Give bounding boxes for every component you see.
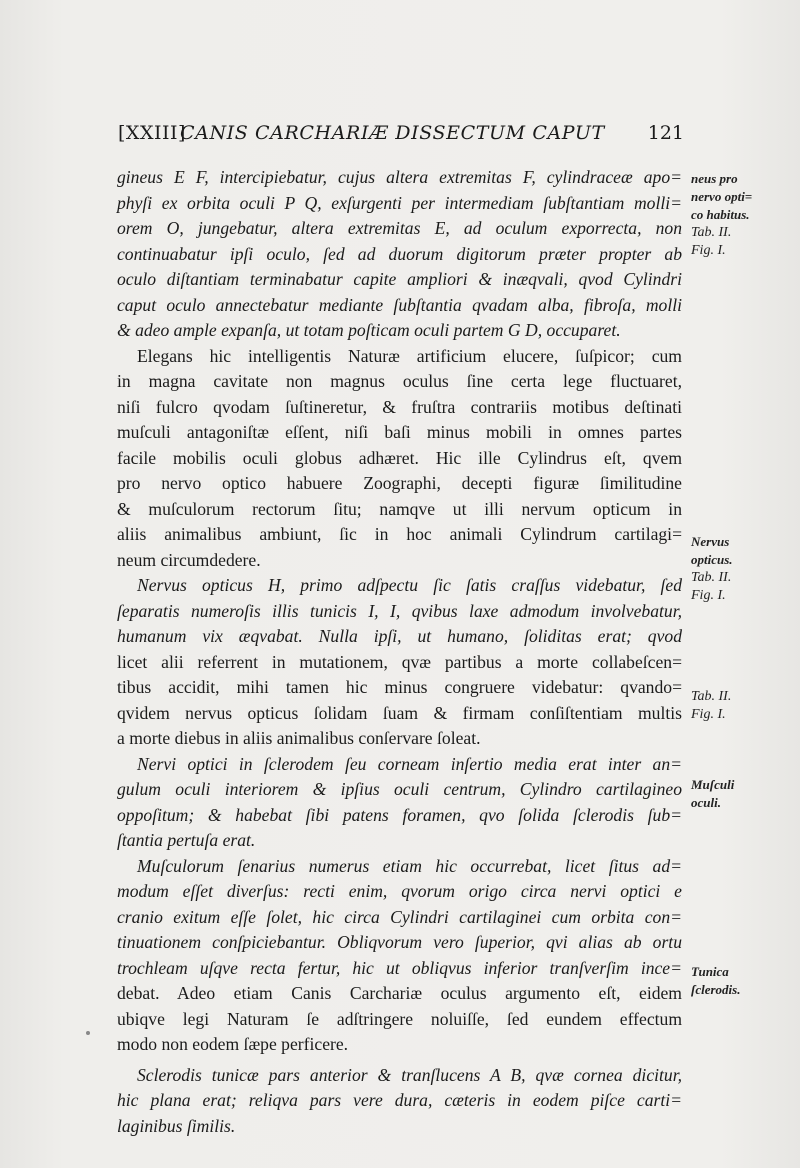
text-line: tibus accidit, mihi tamen hic minus congruere videbatur: qvando= — [117, 677, 682, 697]
text-line: debat. Adeo etiam Canis Carchariæ oculus argumento eſt, eidem — [117, 983, 682, 1003]
text-line: Sclerodis tunicæ pars anterior & tranſlucens A B, qvæ cornea dicitur, — [137, 1064, 682, 1085]
text-line: caput oculo annectebatur mediante ſubſtantia qvadam alba, fibroſa, molli — [117, 294, 682, 315]
text-line: Muſculorum ſenarius numerus etiam hic occurrebat, licet ſitus ad= — [137, 855, 682, 876]
margin-note-line: opticus. — [691, 552, 733, 567]
margin-note-line: co habitus. — [691, 207, 750, 222]
margin-note-line: Tab. II. — [691, 225, 732, 240]
margin-note-line: Nervus — [691, 534, 730, 549]
running-title: CANIS CARCHARIÆ DISSECTUM CAPUT — [180, 122, 605, 144]
text-line: ſeparatis numeroſis illis tunicis I, I, qvibus laxe admodum involvebatur, — [117, 600, 682, 621]
main-text — [117, 165, 682, 1139]
margin-note-line: Fig. I. — [691, 588, 726, 603]
text-line: ſtantia pertuſa erat. — [117, 830, 256, 850]
margin-note-line: Tab. II. — [691, 689, 732, 704]
margin-note-line: Tab. II. — [691, 570, 732, 585]
text-line: hic plana erat; reliqva pars vere dura, cæteris in eodem piſce carti= — [117, 1090, 682, 1110]
text-line: facile mobilis oculi globus adhæret. Hic ille Cylindrus eſt, qvem — [117, 447, 682, 468]
margin-note-musculi-oculi — [691, 776, 799, 812]
text-line: qvidem nervus opticus ſolidam ſuam & firmam conſiſtentiam multis — [117, 702, 682, 723]
text-line: Nervus opticus H, primo adſpectu ſic ſatis craſſus videbatur, ſed — [137, 575, 682, 595]
text-line: gineus E F, intercipiebatur, cujus altera extremitas F, cylindraceæ apo= — [117, 167, 682, 187]
paragraph — [117, 344, 682, 574]
text-line: & adeo ample expanſa, ut totam poſticam oculi partem G D, occuparet. — [117, 320, 621, 340]
text-line: a morte diebus in aliis animalibus conſervare ſoleat. — [117, 728, 481, 748]
paragraph — [117, 1063, 682, 1140]
paragraph — [117, 165, 682, 344]
text-line: cranio exitum eſſe ſolet, hic circa Cylindri cartilaginei cum orbita con= — [117, 906, 682, 927]
text-line: niſi fulcro qvodam ſuſtineretur, & fruſtra contrariis motibus deſtinati — [117, 396, 682, 417]
text-line: trochleam uſqve recta fertur, hic ut obliqvus inferior tranſverſim ince= — [117, 957, 682, 978]
text-line: modo non eodem ſæpe perficere. — [117, 1034, 349, 1054]
text-line: continuabatur ipſi oculo, ſed ad duorum digitorum præter propter ab — [117, 243, 682, 264]
text-line: aliis animalibus ambiunt, ſic in hoc animali Cylindrum cartilagi= — [117, 524, 682, 544]
text-line: oppoſitum; & habebat ſibi patens foramen, qvo ſolida ſclerodis ſub= — [117, 804, 682, 825]
text-line: ubiqve legi Naturam ſe adſtringere noluiſſe, ſed eundem effectum — [117, 1008, 682, 1029]
running-header — [118, 122, 684, 152]
text-line: neum circumdedere. — [117, 549, 261, 570]
text-line: orem O, jungebatur, altera extremitas E, ad oculum exporrecta, non — [117, 218, 682, 238]
margin-note-line: nervo opti= — [691, 189, 753, 204]
chapter-number: [XXIII] — [118, 122, 186, 144]
text-line: oculo diſtantiam terminabatur capite ampliori & inæqvali, qvod Cylindri — [117, 269, 682, 289]
margin-note-line: neus pro — [691, 171, 738, 186]
text-line: in magna cavitate non magnus oculus ſine certa lege fluctuaret, — [117, 371, 682, 391]
margin-note-line: Tunica — [691, 964, 729, 979]
text-line: pro nervo optico habuere Zoographi, decepti figuræ ſimilitudine — [117, 473, 682, 493]
paragraph — [117, 854, 682, 1058]
text-line: humanum vix æqvabat. Nulla ipſi, ut humano, ſoliditas erat; qvod — [117, 626, 682, 646]
margin-note-line: Muſculi — [691, 777, 735, 792]
margin-note-nervus-opticus — [691, 533, 799, 605]
text-line: licet alii referrent in mutationem, qvæ partibus a morte collabeſcen= — [117, 651, 682, 672]
text-line: muſculi antagoniſtæ eſſent, niſi baſi minus mobili in omnes partes — [117, 422, 682, 442]
margin-note-optic-cylinder — [691, 170, 799, 260]
text-line: modum eſſet diverſus: recti enim, qvorum origo circa nervi optici e — [117, 881, 682, 901]
text-line: Elegans hic intelligentis Naturæ artificium elucere, ſuſpicor; cum — [137, 345, 682, 366]
margin-note-line: ſclerodis. — [691, 982, 741, 997]
margin-note-line: oculi. — [691, 795, 721, 810]
margin-note-tunica-sclerodis — [691, 963, 799, 999]
paragraph — [117, 573, 682, 752]
text-line: tinuationem conſpiciebantur. Obliqvorum vero ſuperior, qvi alias ab ortu — [117, 932, 682, 952]
margin-note-line: Fig. I. — [691, 243, 726, 258]
page-number: 121 — [647, 122, 684, 144]
text-line: gulum oculi interiorem & ipſius oculi centrum, Cylindro cartilagineo — [117, 779, 682, 799]
text-line: phyſi ex orbita oculi P Q, exſurgenti per intermediam ſubſtantiam molli= — [117, 192, 682, 213]
text-line: & muſculorum rectorum ſitu; namqve ut illi nervum opticum in — [117, 498, 682, 519]
text-line: Nervi optici in ſclerodem ſeu corneam inſertio media erat inter an= — [137, 753, 682, 774]
margin-note-tab-fig — [691, 688, 799, 724]
text-line: laginibus ſimilis. — [117, 1115, 236, 1136]
margin-note-line: Fig. I. — [691, 707, 726, 722]
ink-speck — [86, 1031, 90, 1035]
paragraph — [117, 752, 682, 854]
